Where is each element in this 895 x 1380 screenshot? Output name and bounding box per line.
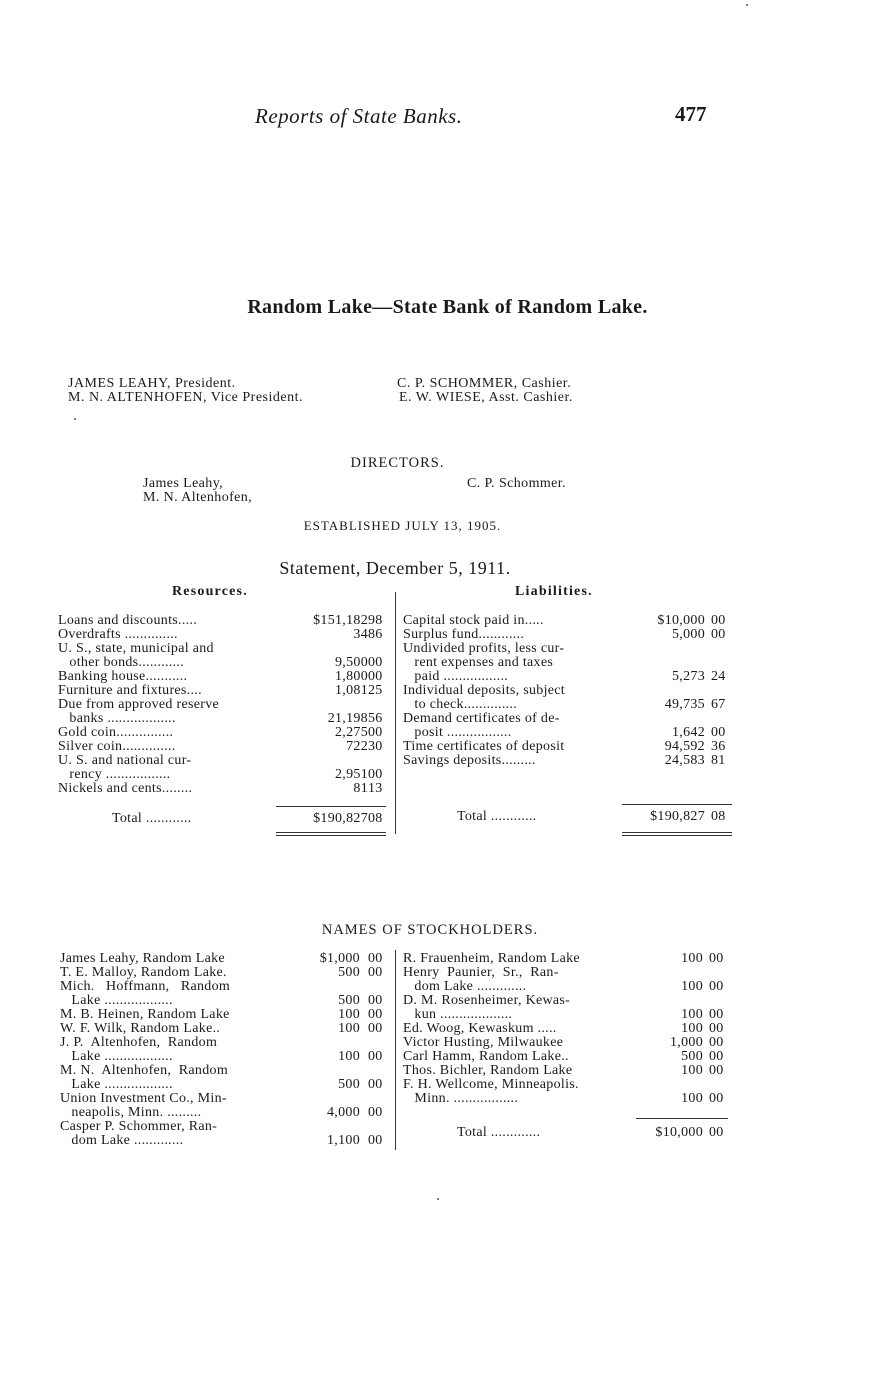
director-name: M. N. Altenhofen,	[143, 490, 253, 505]
row-dollars: 100	[681, 1007, 703, 1022]
row-label: Minn. .................	[403, 1092, 519, 1106]
row-label: Due from approved reserve	[58, 698, 220, 712]
row-cents: 00	[711, 613, 726, 628]
row-dollars: 500	[338, 993, 360, 1008]
ledger-row	[403, 726, 735, 740]
ledger-row	[60, 980, 390, 994]
row-label: M. B. Heinen, Random Lake	[60, 1008, 230, 1022]
row-label: Henry Paunier, Sr., Ran-	[403, 966, 559, 980]
column-divider	[395, 592, 396, 834]
ledger-row	[60, 952, 390, 966]
row-label: Lake ..................	[60, 1050, 173, 1064]
row-label: M. N. Altenhofen, Random	[60, 1064, 229, 1078]
row-dollars: 9,500	[335, 655, 368, 670]
row-label: Lake ..................	[60, 1078, 173, 1092]
row-cents: 30	[368, 739, 383, 754]
running-head: Reports of State Banks.	[255, 104, 463, 128]
row-cents: 00	[368, 725, 383, 740]
row-cents: 00	[368, 1133, 383, 1148]
row-dollars: 94,592	[664, 739, 705, 754]
ledger-row	[403, 754, 735, 768]
row-label: Mich. Hoffmann, Random	[60, 980, 231, 994]
stockholders-total-row	[403, 1126, 735, 1140]
total-cents: 08	[368, 811, 383, 826]
total-cents: 00	[709, 1125, 724, 1140]
row-cents: 00	[368, 1077, 383, 1092]
ledger-row	[403, 1078, 735, 1092]
row-label: Ed. Woog, Kewaskum .....	[403, 1022, 557, 1036]
row-dollars: 2,275	[335, 725, 368, 740]
row-dollars: 500	[681, 1049, 703, 1064]
total-double-rule	[276, 835, 386, 836]
ledger-row	[58, 754, 392, 768]
row-cents: 00	[711, 725, 726, 740]
row-label: Silver coin..............	[58, 740, 176, 754]
officer-vice-president: M. N. ALTENHOFEN, Vice President.	[68, 390, 303, 405]
ledger-row	[403, 614, 735, 628]
total-double-rule	[276, 832, 386, 833]
ledger-row	[403, 1022, 735, 1036]
ledger-row	[60, 1106, 390, 1120]
row-cents: 86	[368, 627, 383, 642]
row-label: Casper P. Schommer, Ran-	[60, 1120, 218, 1134]
ledger-row	[58, 712, 392, 726]
liabilities-total-row	[403, 810, 735, 824]
ledger-row	[58, 656, 392, 670]
ledger-row	[58, 628, 392, 642]
row-dollars: 2,951	[335, 767, 368, 782]
ledger-row	[403, 1036, 735, 1050]
row-label: dom Lake .............	[403, 980, 527, 994]
total-rule	[622, 804, 732, 805]
row-cents: 00	[709, 1021, 724, 1036]
row-cents: 00	[709, 1091, 724, 1106]
row-dollars: 21,198	[327, 711, 368, 726]
ledger-row	[58, 768, 392, 782]
row-dollars: 500	[338, 965, 360, 980]
row-dollars: 100	[681, 951, 703, 966]
row-cents: 81	[711, 753, 726, 768]
resources-total-row	[58, 812, 392, 826]
ledger-row	[403, 1050, 735, 1064]
row-dollars: 1,800	[335, 669, 368, 684]
resources-table	[58, 614, 392, 796]
officer-cashier: C. P. SCHOMMER, Cashier.	[397, 376, 572, 391]
row-label: rent expenses and taxes	[403, 656, 554, 670]
director-name: James Leahy,	[143, 476, 224, 491]
row-label: F. H. Wellcome, Minneapolis.	[403, 1078, 579, 1092]
row-label: Loans and discounts.....	[58, 614, 198, 628]
ledger-row	[58, 782, 392, 796]
bank-title: Random Lake—State Bank of Random Lake.	[247, 296, 648, 318]
row-cents: 00	[368, 1021, 383, 1036]
row-dollars: 100	[681, 1021, 703, 1036]
row-dollars: 5,273	[672, 669, 705, 684]
row-cents: 00	[709, 1007, 724, 1022]
row-dollars: 100	[681, 1063, 703, 1078]
directors-heading: DIRECTORS.	[350, 455, 445, 471]
established-date: ESTABLISHED JULY 13, 1905.	[303, 518, 502, 533]
row-cents: 00	[368, 669, 383, 684]
statement-title: Statement, December 5, 1911.	[279, 558, 511, 578]
row-dollars: 100	[681, 1091, 703, 1106]
row-label: J. P. Altenhofen, Random	[60, 1036, 218, 1050]
ledger-row	[58, 740, 392, 754]
ledger-row	[60, 1120, 390, 1134]
row-label: Demand certificates of de-	[403, 712, 560, 726]
row-cents: 13	[368, 781, 383, 796]
row-label: Victor Husting, Milwaukee	[403, 1036, 564, 1050]
row-cents: 00	[709, 1035, 724, 1050]
row-dollars: 4,000	[327, 1105, 360, 1120]
row-dollars: 500	[338, 1077, 360, 1092]
ledger-row	[403, 670, 735, 684]
ledger-row	[60, 1064, 390, 1078]
row-label: Overdrafts ..............	[58, 628, 178, 642]
row-dollars: 34	[353, 627, 368, 642]
row-dollars: 722	[346, 739, 368, 754]
row-cents: 67	[711, 697, 726, 712]
row-label: Thos. Bichler, Random Lake	[403, 1064, 573, 1078]
ledger-row	[403, 1092, 735, 1106]
page-number: 477	[675, 102, 707, 126]
row-label: Gold coin...............	[58, 726, 174, 740]
ledger-row	[60, 1022, 390, 1036]
row-cents: 00	[368, 1049, 383, 1064]
ledger-row	[60, 1134, 390, 1148]
ledger-row	[60, 1092, 390, 1106]
row-label: Carl Hamm, Random Lake..	[403, 1050, 569, 1064]
ledger-row	[403, 1008, 735, 1022]
ledger-row	[403, 1064, 735, 1078]
ledger-row	[60, 966, 390, 980]
ledger-row	[403, 966, 735, 980]
row-label: Banking house...........	[58, 670, 188, 684]
row-label: Surplus fund............	[403, 628, 525, 642]
row-dollars: 100	[338, 1049, 360, 1064]
ledger-row	[58, 698, 392, 712]
row-label: Individual deposits, subject	[403, 684, 565, 698]
row-cents: 00	[368, 951, 383, 966]
director-name: C. P. Schommer.	[467, 476, 566, 491]
total-double-rule	[622, 832, 732, 833]
row-cents: 24	[711, 669, 726, 684]
row-label: Time certificates of deposit	[403, 740, 565, 754]
row-label: paid .................	[403, 670, 509, 684]
ledger-row	[403, 684, 735, 698]
total-double-rule	[622, 835, 732, 836]
row-cents: 36	[711, 739, 726, 754]
ledger-row	[403, 980, 735, 994]
total-label: Total ............	[457, 810, 537, 824]
ledger-row	[403, 952, 735, 966]
stockholders-right-list	[403, 952, 735, 1106]
row-dollars: $10,000	[657, 613, 705, 628]
row-label: Union Investment Co., Min-	[60, 1092, 227, 1106]
row-label: D. M. Rosenheimer, Kewas-	[403, 994, 571, 1008]
total-dollars: $190,827	[650, 809, 705, 824]
resources-heading: Resources.	[172, 584, 248, 599]
ledger-row	[58, 726, 392, 740]
row-label: U. S. and national cur-	[58, 754, 192, 768]
row-dollars: 100	[338, 1007, 360, 1022]
ledger-row	[403, 994, 735, 1008]
row-label: Nickels and cents........	[58, 782, 193, 796]
row-cents: 00	[368, 993, 383, 1008]
row-dollars: 24,583	[664, 753, 705, 768]
row-label: rency .................	[58, 768, 171, 782]
total-rule	[636, 1118, 728, 1119]
ledger-row	[58, 642, 392, 656]
ledger-row	[403, 740, 735, 754]
ledger-row	[403, 628, 735, 642]
row-cents: 25	[368, 683, 383, 698]
row-cents: 00	[709, 979, 724, 994]
ledger-row	[403, 712, 735, 726]
row-label: Savings deposits.........	[403, 754, 536, 768]
row-label: dom Lake .............	[60, 1134, 184, 1148]
row-cents: 00	[709, 951, 724, 966]
ledger-row	[58, 614, 392, 628]
officer-asst-cashier: E. W. WIESE, Asst. Cashier.	[399, 390, 573, 405]
row-label: R. Frauenheim, Random Lake	[403, 952, 580, 966]
row-label: U. S., state, municipal and	[58, 642, 214, 656]
ledger-row	[403, 642, 735, 656]
ledger-row	[60, 1008, 390, 1022]
row-cents: 00	[709, 1063, 724, 1078]
ledger-row	[403, 698, 735, 712]
row-dollars: 49,735	[664, 697, 705, 712]
row-dollars: 100	[681, 979, 703, 994]
row-dollars: $151,182	[313, 613, 368, 628]
row-dollars: 1,081	[335, 683, 368, 698]
column-divider	[395, 950, 396, 1150]
stockholders-left-list	[60, 952, 390, 1148]
ledger-row	[60, 1036, 390, 1050]
print-speck	[746, 4, 748, 6]
row-dollars: $1,000	[319, 951, 360, 966]
stockholders-heading: NAMES OF STOCKHOLDERS.	[321, 922, 539, 938]
row-label: James Leahy, Random Lake	[60, 952, 225, 966]
row-label: kun ...................	[403, 1008, 513, 1022]
ledger-row	[60, 1078, 390, 1092]
row-cents: 00	[368, 1007, 383, 1022]
row-label: W. F. Wilk, Random Lake..	[60, 1022, 221, 1036]
row-cents: 00	[368, 1105, 383, 1120]
print-speck	[437, 1198, 439, 1200]
row-label: posit .................	[403, 726, 512, 740]
row-label: T. E. Malloy, Random Lake.	[60, 966, 227, 980]
officer-president: JAMES LEAHY, President.	[68, 376, 236, 391]
row-label: Capital stock paid in.....	[403, 614, 544, 628]
print-speck	[74, 418, 76, 420]
ledger-row	[60, 994, 390, 1008]
row-dollars: 5,000	[672, 627, 705, 642]
total-cents: 08	[711, 809, 726, 824]
row-label: Undivided profits, less cur-	[403, 642, 565, 656]
total-label: Total ............	[112, 812, 192, 826]
row-label: other bonds............	[58, 656, 185, 670]
row-dollars: 100	[338, 1021, 360, 1036]
row-label: Lake ..................	[60, 994, 173, 1008]
row-label: neapolis, Minn. .........	[60, 1106, 202, 1120]
row-label: to check..............	[403, 698, 518, 712]
total-rule	[276, 806, 386, 807]
row-dollars: 1,100	[327, 1133, 360, 1148]
row-cents: 56	[368, 711, 383, 726]
ledger-row	[60, 1050, 390, 1064]
row-label: Furniture and fixtures....	[58, 684, 202, 698]
row-cents: 00	[711, 627, 726, 642]
row-dollars: 1,000	[670, 1035, 703, 1050]
total-dollars: $10,000	[655, 1125, 703, 1140]
ledger-row	[58, 670, 392, 684]
row-cents: 00	[368, 965, 383, 980]
row-cents: 00	[709, 1049, 724, 1064]
ledger-row	[403, 656, 735, 670]
row-cents: 00	[368, 655, 383, 670]
liabilities-heading: Liabilities.	[515, 584, 593, 599]
total-label: Total .............	[457, 1126, 541, 1140]
row-cents: 98	[368, 613, 383, 628]
row-label: banks ..................	[58, 712, 176, 726]
row-cents: 00	[368, 767, 383, 782]
liabilities-table	[403, 614, 735, 768]
total-dollars: $190,827	[313, 811, 368, 826]
row-dollars: 81	[353, 781, 368, 796]
row-dollars: 1,642	[672, 725, 705, 740]
ledger-row	[58, 684, 392, 698]
